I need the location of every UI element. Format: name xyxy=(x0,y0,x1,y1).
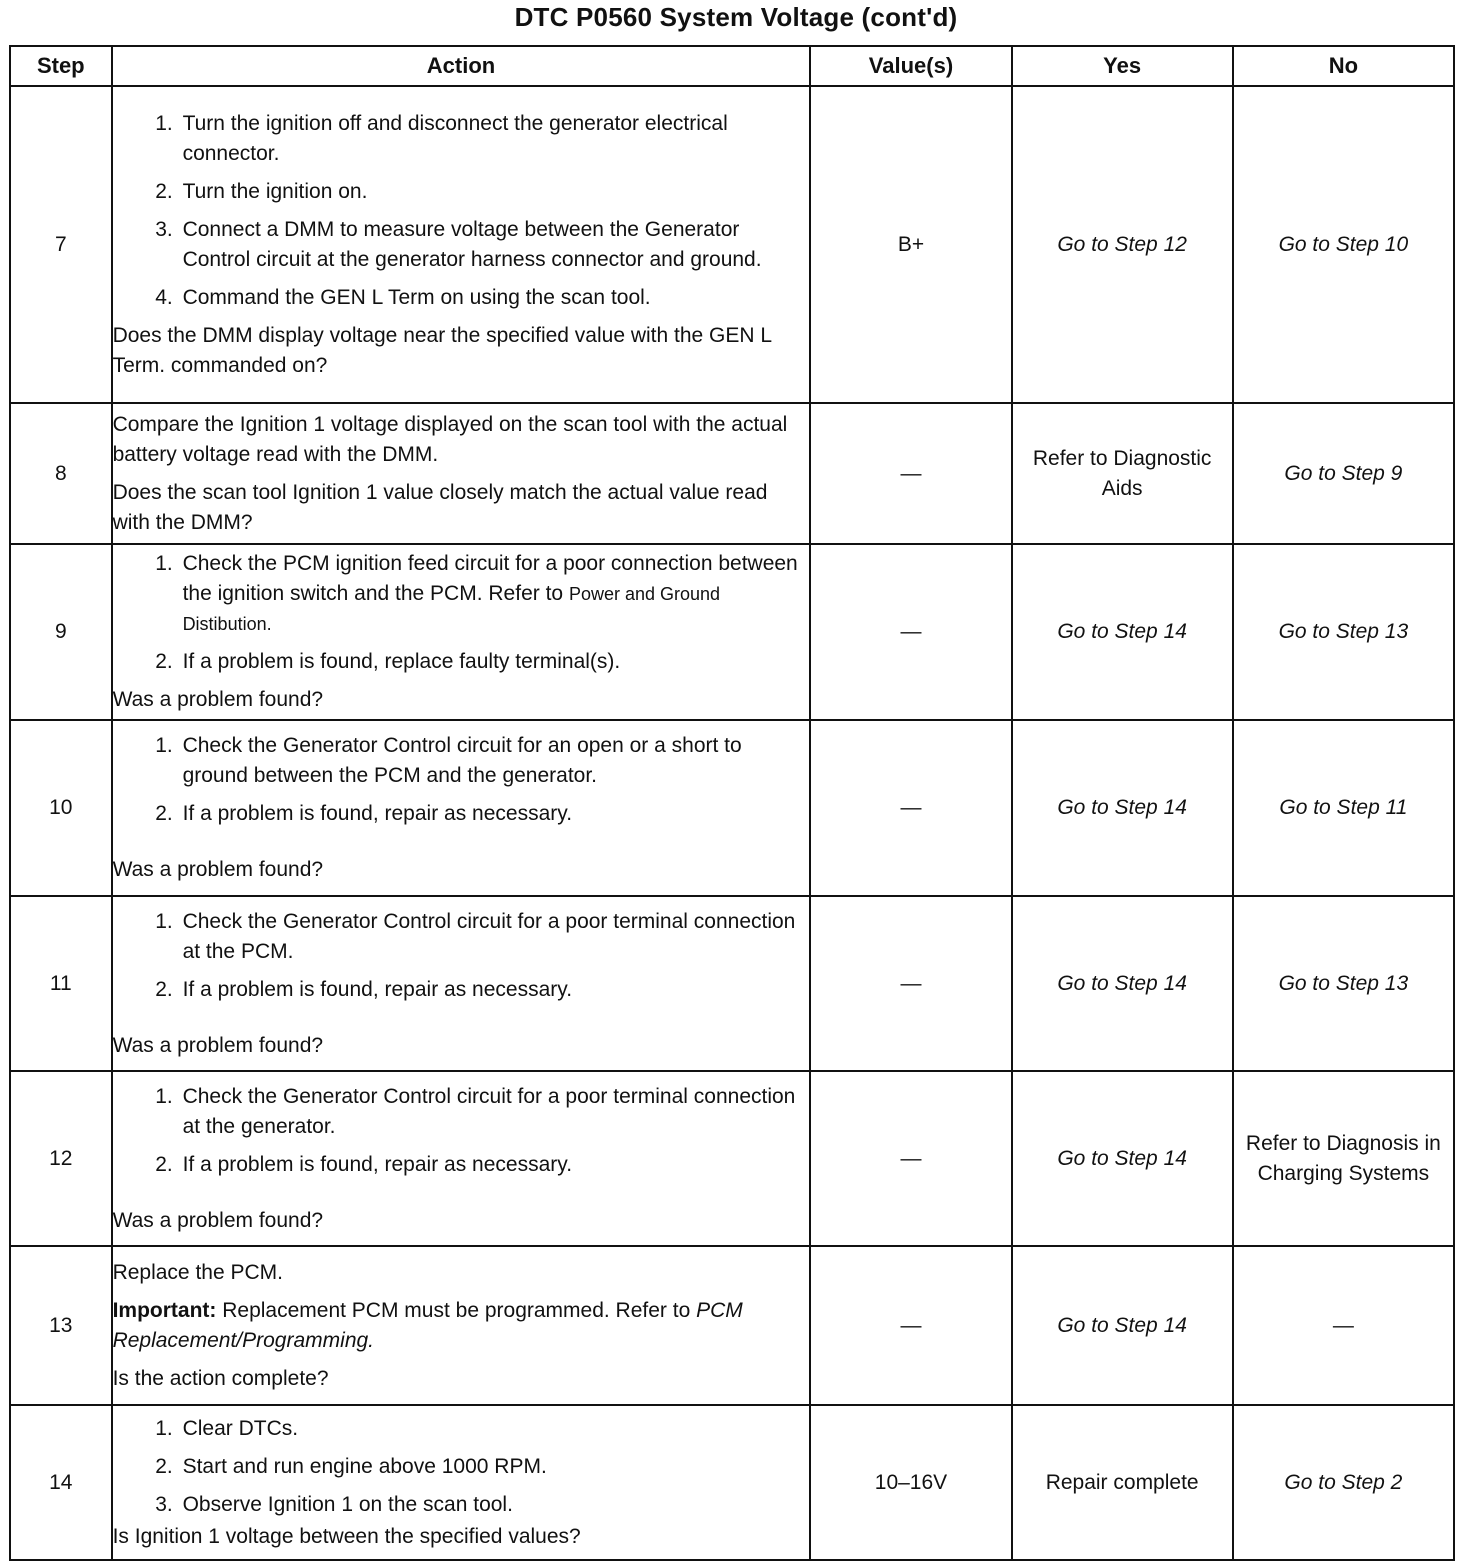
table-row xyxy=(10,86,1454,403)
action-item: 2. If a problem is found, repair as necessary. xyxy=(179,1150,810,1180)
no-cell: Go to Step 13 xyxy=(1233,544,1454,720)
action-question: Was a problem found? xyxy=(112,1208,324,1232)
action-question: Is Ignition 1 voltage between the specified values? xyxy=(112,1524,581,1548)
diagnostic-table xyxy=(9,45,1455,1561)
action-question: Is the action complete? xyxy=(112,1366,329,1390)
action-item: 1. Turn the ignition off and disconnect the generator electrical connector. xyxy=(179,109,810,169)
value-cell: — xyxy=(810,1071,1011,1246)
step-number: 11 xyxy=(10,896,112,1071)
action-cell xyxy=(112,86,811,403)
action-cell xyxy=(112,1405,811,1560)
header-action: Action xyxy=(112,46,811,86)
yes-cell: Go to Step 14 xyxy=(1012,1071,1233,1246)
yes-cell: Go to Step 14 xyxy=(1012,896,1233,1071)
action-item: 1. Check the Generator Control circuit for a poor terminal connection at the generator. xyxy=(179,1082,810,1142)
action-item xyxy=(179,549,810,639)
header-values: Value(s) xyxy=(810,46,1011,86)
yes-cell: Go to Step 12 xyxy=(1012,86,1233,403)
action-cell xyxy=(112,1071,811,1246)
action-item: 1. Check the Generator Control circuit for a poor terminal connection at the PCM. xyxy=(179,907,810,967)
header-no: No xyxy=(1233,46,1454,86)
action-item: 3. Observe Ignition 1 on the scan tool. xyxy=(179,1490,810,1520)
action-cell xyxy=(112,896,811,1071)
no-cell: — xyxy=(1233,1246,1454,1405)
table-row xyxy=(10,1405,1454,1560)
yes-cell: Go to Step 14 xyxy=(1012,1246,1233,1405)
yes-cell: Repair complete xyxy=(1012,1405,1233,1560)
value-cell: B+ xyxy=(810,86,1011,403)
no-cell: Refer to Diagnosis in Charging Systems xyxy=(1233,1071,1454,1246)
no-cell: Go to Step 13 xyxy=(1233,896,1454,1071)
action-question: Was a problem found? xyxy=(112,858,324,881)
action-list xyxy=(113,1414,810,1520)
step-number: 7 xyxy=(10,86,112,403)
important-note xyxy=(113,1296,810,1356)
action-item: 4. Command the GEN L Term on using the scan tool. xyxy=(179,283,810,313)
action-item: 1. Clear DTCs. xyxy=(179,1414,810,1444)
action-item: 2. If a problem is found, replace faulty terminal(s). xyxy=(179,647,810,677)
action-list xyxy=(113,109,810,313)
value-cell: 10–16V xyxy=(810,1405,1011,1560)
reference-link[interactable]: Power and Ground Distibution. xyxy=(182,584,721,634)
yes-cell: Go to Step 14 xyxy=(1012,720,1233,896)
table-row xyxy=(10,720,1454,896)
step-number: 10 xyxy=(10,720,112,896)
action-cell xyxy=(112,403,811,544)
value-cell: — xyxy=(810,403,1011,544)
value-cell: — xyxy=(810,1246,1011,1405)
action-list xyxy=(113,1082,810,1180)
header-yes: Yes xyxy=(1012,46,1233,86)
step-number: 14 xyxy=(10,1405,112,1560)
table-row xyxy=(10,1071,1454,1246)
action-item: 2. If a problem is found, repair as necessary. xyxy=(179,975,810,1005)
important-label: Important: xyxy=(112,1298,217,1322)
action-text: Compare the Ignition 1 voltage displayed on the scan tool with the actual battery voltage read with the DMM. xyxy=(112,412,788,466)
reference-link[interactable]: PCM Replacement/Programming. xyxy=(112,1298,743,1352)
yes-cell: Refer to Diagnostic Aids xyxy=(1012,403,1233,544)
action-cell xyxy=(112,720,811,896)
page-title: DTC P0560 System Voltage (cont'd) xyxy=(514,2,958,32)
step-number: 9 xyxy=(10,544,112,720)
step-number: 13 xyxy=(10,1246,112,1405)
no-cell: Go to Step 10 xyxy=(1233,86,1454,403)
no-cell: Go to Step 2 xyxy=(1233,1405,1454,1560)
table-row xyxy=(10,403,1454,544)
value-cell: — xyxy=(810,896,1011,1071)
table-row xyxy=(10,544,1454,720)
action-question: Does the DMM display voltage near the specified value with the GEN L Term. commanded on? xyxy=(112,323,772,377)
table-row xyxy=(10,896,1454,1071)
action-cell xyxy=(112,1246,811,1405)
table-row xyxy=(10,1246,1454,1405)
action-item: 2. Start and run engine above 1000 RPM. xyxy=(179,1452,810,1482)
header-step: Step xyxy=(10,46,112,86)
action-item: 3. Connect a DMM to measure voltage between the Generator Control circuit at the generator harness connector and ground. xyxy=(179,215,810,275)
action-text: Replace the PCM. xyxy=(112,1260,283,1284)
action-list xyxy=(113,731,810,829)
header-row xyxy=(10,46,1454,86)
action-item: 2. Turn the ignition on. xyxy=(179,177,810,207)
yes-cell: Go to Step 14 xyxy=(1012,544,1233,720)
action-item: 1. Check the Generator Control circuit for an open or a short to ground between the PCM and the generator. xyxy=(179,731,810,791)
value-cell: — xyxy=(810,544,1011,720)
action-question: Was a problem found? xyxy=(112,1033,324,1057)
step-number: 12 xyxy=(10,1071,112,1246)
no-cell: Go to Step 9 xyxy=(1233,403,1454,544)
value-cell: — xyxy=(810,720,1011,896)
action-item: 2. If a problem is found, repair as necessary. xyxy=(179,799,810,829)
action-question: Was a problem found? xyxy=(112,688,324,711)
no-cell: Go to Step 11 xyxy=(1233,720,1454,896)
action-cell xyxy=(112,544,811,720)
action-list xyxy=(113,549,810,677)
important-text: Replacement PCM must be programmed. Refer to xyxy=(222,1298,691,1322)
step-number: 8 xyxy=(10,403,112,544)
action-list xyxy=(113,907,810,1005)
action-question: Does the scan tool Ignition 1 value closely match the actual value read with the DMM? xyxy=(112,480,768,534)
action-item-text: Check the PCM ignition feed circuit for a poor connection between the ignition switch and the PCM. Refer to xyxy=(182,552,798,605)
